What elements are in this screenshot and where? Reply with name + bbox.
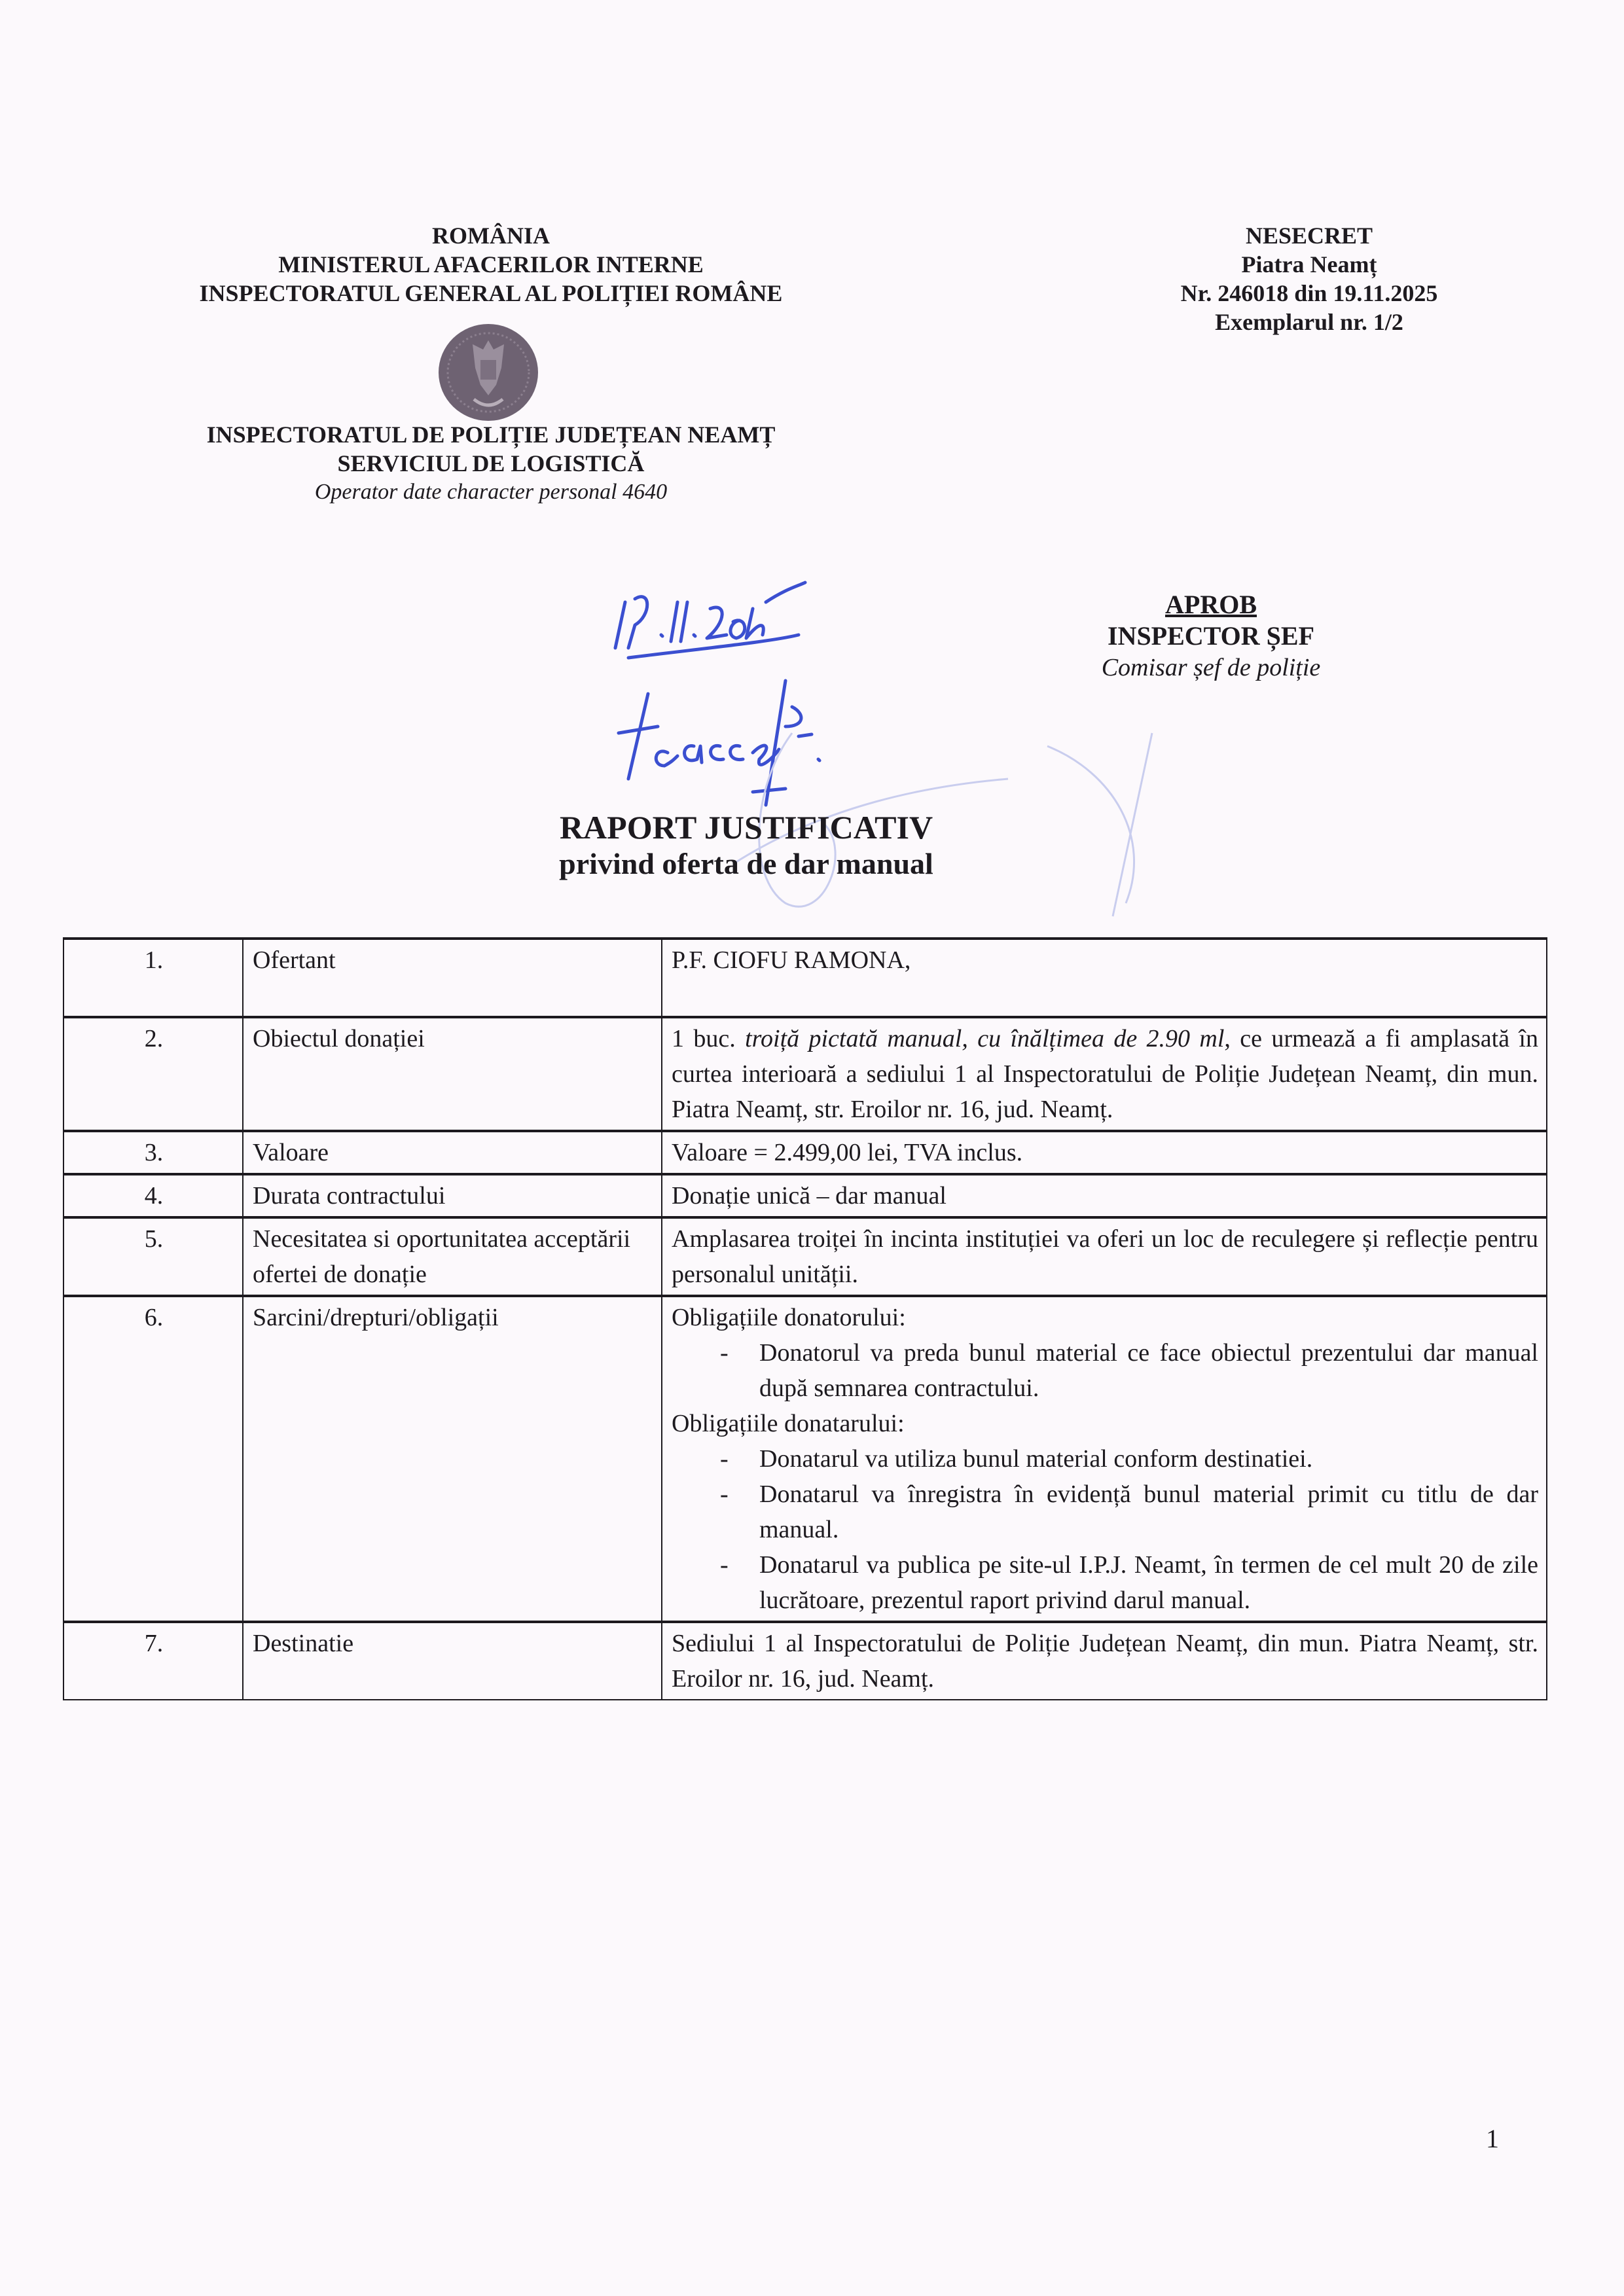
header-institution-block [131,221,851,308]
row-label: Obiectul donației [243,1017,662,1131]
table-row [63,1174,1547,1217]
row-number: 7. [63,1622,243,1700]
header-unit-block [131,420,851,507]
approval-role: INSPECTOR ȘEF [1107,621,1314,651]
copy-number: Exemplarul nr. 1/2 [1215,309,1403,335]
redacted-address-line [672,978,1538,1013]
bidder-name: P.F. CIOFU RAMONA, [672,946,911,974]
row-value [662,939,1547,1017]
table-row [63,1217,1547,1296]
donor-obligations-heading: Obligațiile donatorului: [672,1304,906,1331]
row-value [662,1017,1547,1131]
row-label: Ofertant [243,939,662,1017]
approval-label: APROB [1165,590,1257,619]
obligations-cell [662,1296,1547,1622]
row-number: 3. [63,1131,243,1174]
approval-block [1021,589,1401,683]
document-title: RAPORT JUSTIFICATIV [559,809,933,846]
approval-rank: Comisar șef de poliție [1101,654,1321,681]
police-crest-icon [436,322,541,423]
header-operator-note: Operator date character personal 4640 [314,480,668,504]
row-number: 5. [63,1217,243,1296]
donor-obligations-list [672,1335,1538,1406]
table-row [63,1017,1547,1131]
document-title-block [458,809,1034,882]
header-city: Piatra Neamț [1241,251,1377,278]
necessity-text: Amplasarea troiței în incinta instituției va oferi un loc de reculegere și reflecție pentru personalul unității. [662,1217,1547,1296]
list-item: - Donatorul va preda bunul material ce face obiectul prezentului dar manual după semnarea contractului. [720,1335,1538,1406]
list-item: - Donatarul va înregistra în evidență bunul material primit cu titlu de dar manual. [720,1477,1538,1547]
header-ministry: MINISTERUL AFACERILOR INTERNE [278,251,704,278]
row-number: 2. [63,1017,243,1131]
table-row [63,1622,1547,1700]
row-label: Destinatie [243,1622,662,1700]
handwritten-date [615,583,805,658]
donation-qty: 1 buc. [672,1025,746,1052]
donee-obligations-heading: Obligațiile donatarului: [672,1410,905,1437]
contract-duration: Donație unică – dar manual [662,1174,1547,1217]
redacted-personal-data [917,948,1454,977]
row-label: Sarcini/drepturi/obligații [243,1296,662,1622]
row-label: Durata contractului [243,1174,662,1217]
header-county-inspectorate: INSPECTORATUL DE POLIȚIE JUDEȚEAN NEAMȚ [206,422,776,448]
row-label: Valoare [243,1131,662,1174]
header-general-inspectorate: INSPECTORATUL GENERAL AL POLIȚIEI ROMÂNE [199,280,783,306]
row-label: Necesitatea si oportunitatea acceptării ofertei de donație [243,1217,662,1296]
justification-table [63,937,1547,1700]
row-number: 4. [63,1174,243,1217]
table-row [63,939,1547,1017]
header-country: ROMÂNIA [432,223,550,249]
registration-number: Nr. 246018 din 19.11.2025 [1180,280,1438,306]
row-number: 1. [63,939,243,1017]
classification-label: NESECRET [1245,223,1373,249]
donation-value: Valoare = 2.499,00 lei, TVA inclus. [662,1131,1547,1174]
donee-obligations-list [672,1441,1538,1618]
list-item: - Donatarul va publica pe site-ul I.P.J. Neamt, în termen de cel mult 20 de zile lucrătoare, prezentul raport privind darul manual. [720,1547,1538,1618]
table-row [63,1131,1547,1174]
page-number: 1 [1486,2124,1499,2153]
header-registration-block [1080,221,1538,336]
donation-object: troiță pictată manual, cu înălțimea de 2.90 ml [745,1025,1225,1052]
row-number: 6. [63,1296,243,1622]
document-subtitle: privind oferta de dar manual [559,847,933,880]
donation-location: , ce urmează a fi amplasată în curtea interioară a sediului 1 al Inspectoratului de Poliție Județean Neamț, din mun. Piatra Neamț, str. Eroilor nr. 16, jud. Neamț. [672,1025,1538,1123]
header-service: SERVICIUL DE LOGISTICĂ [337,450,645,476]
destination-text: Sediului 1 al Inspectoratului de Poliție Județean Neamț, din mun. Piatra Neamț, str. Eroilor nr. 16, jud. Neamț. [662,1622,1547,1700]
list-item: - Donatarul va utiliza bunul material conform destinatiei. [720,1441,1538,1477]
table-row [63,1296,1547,1622]
